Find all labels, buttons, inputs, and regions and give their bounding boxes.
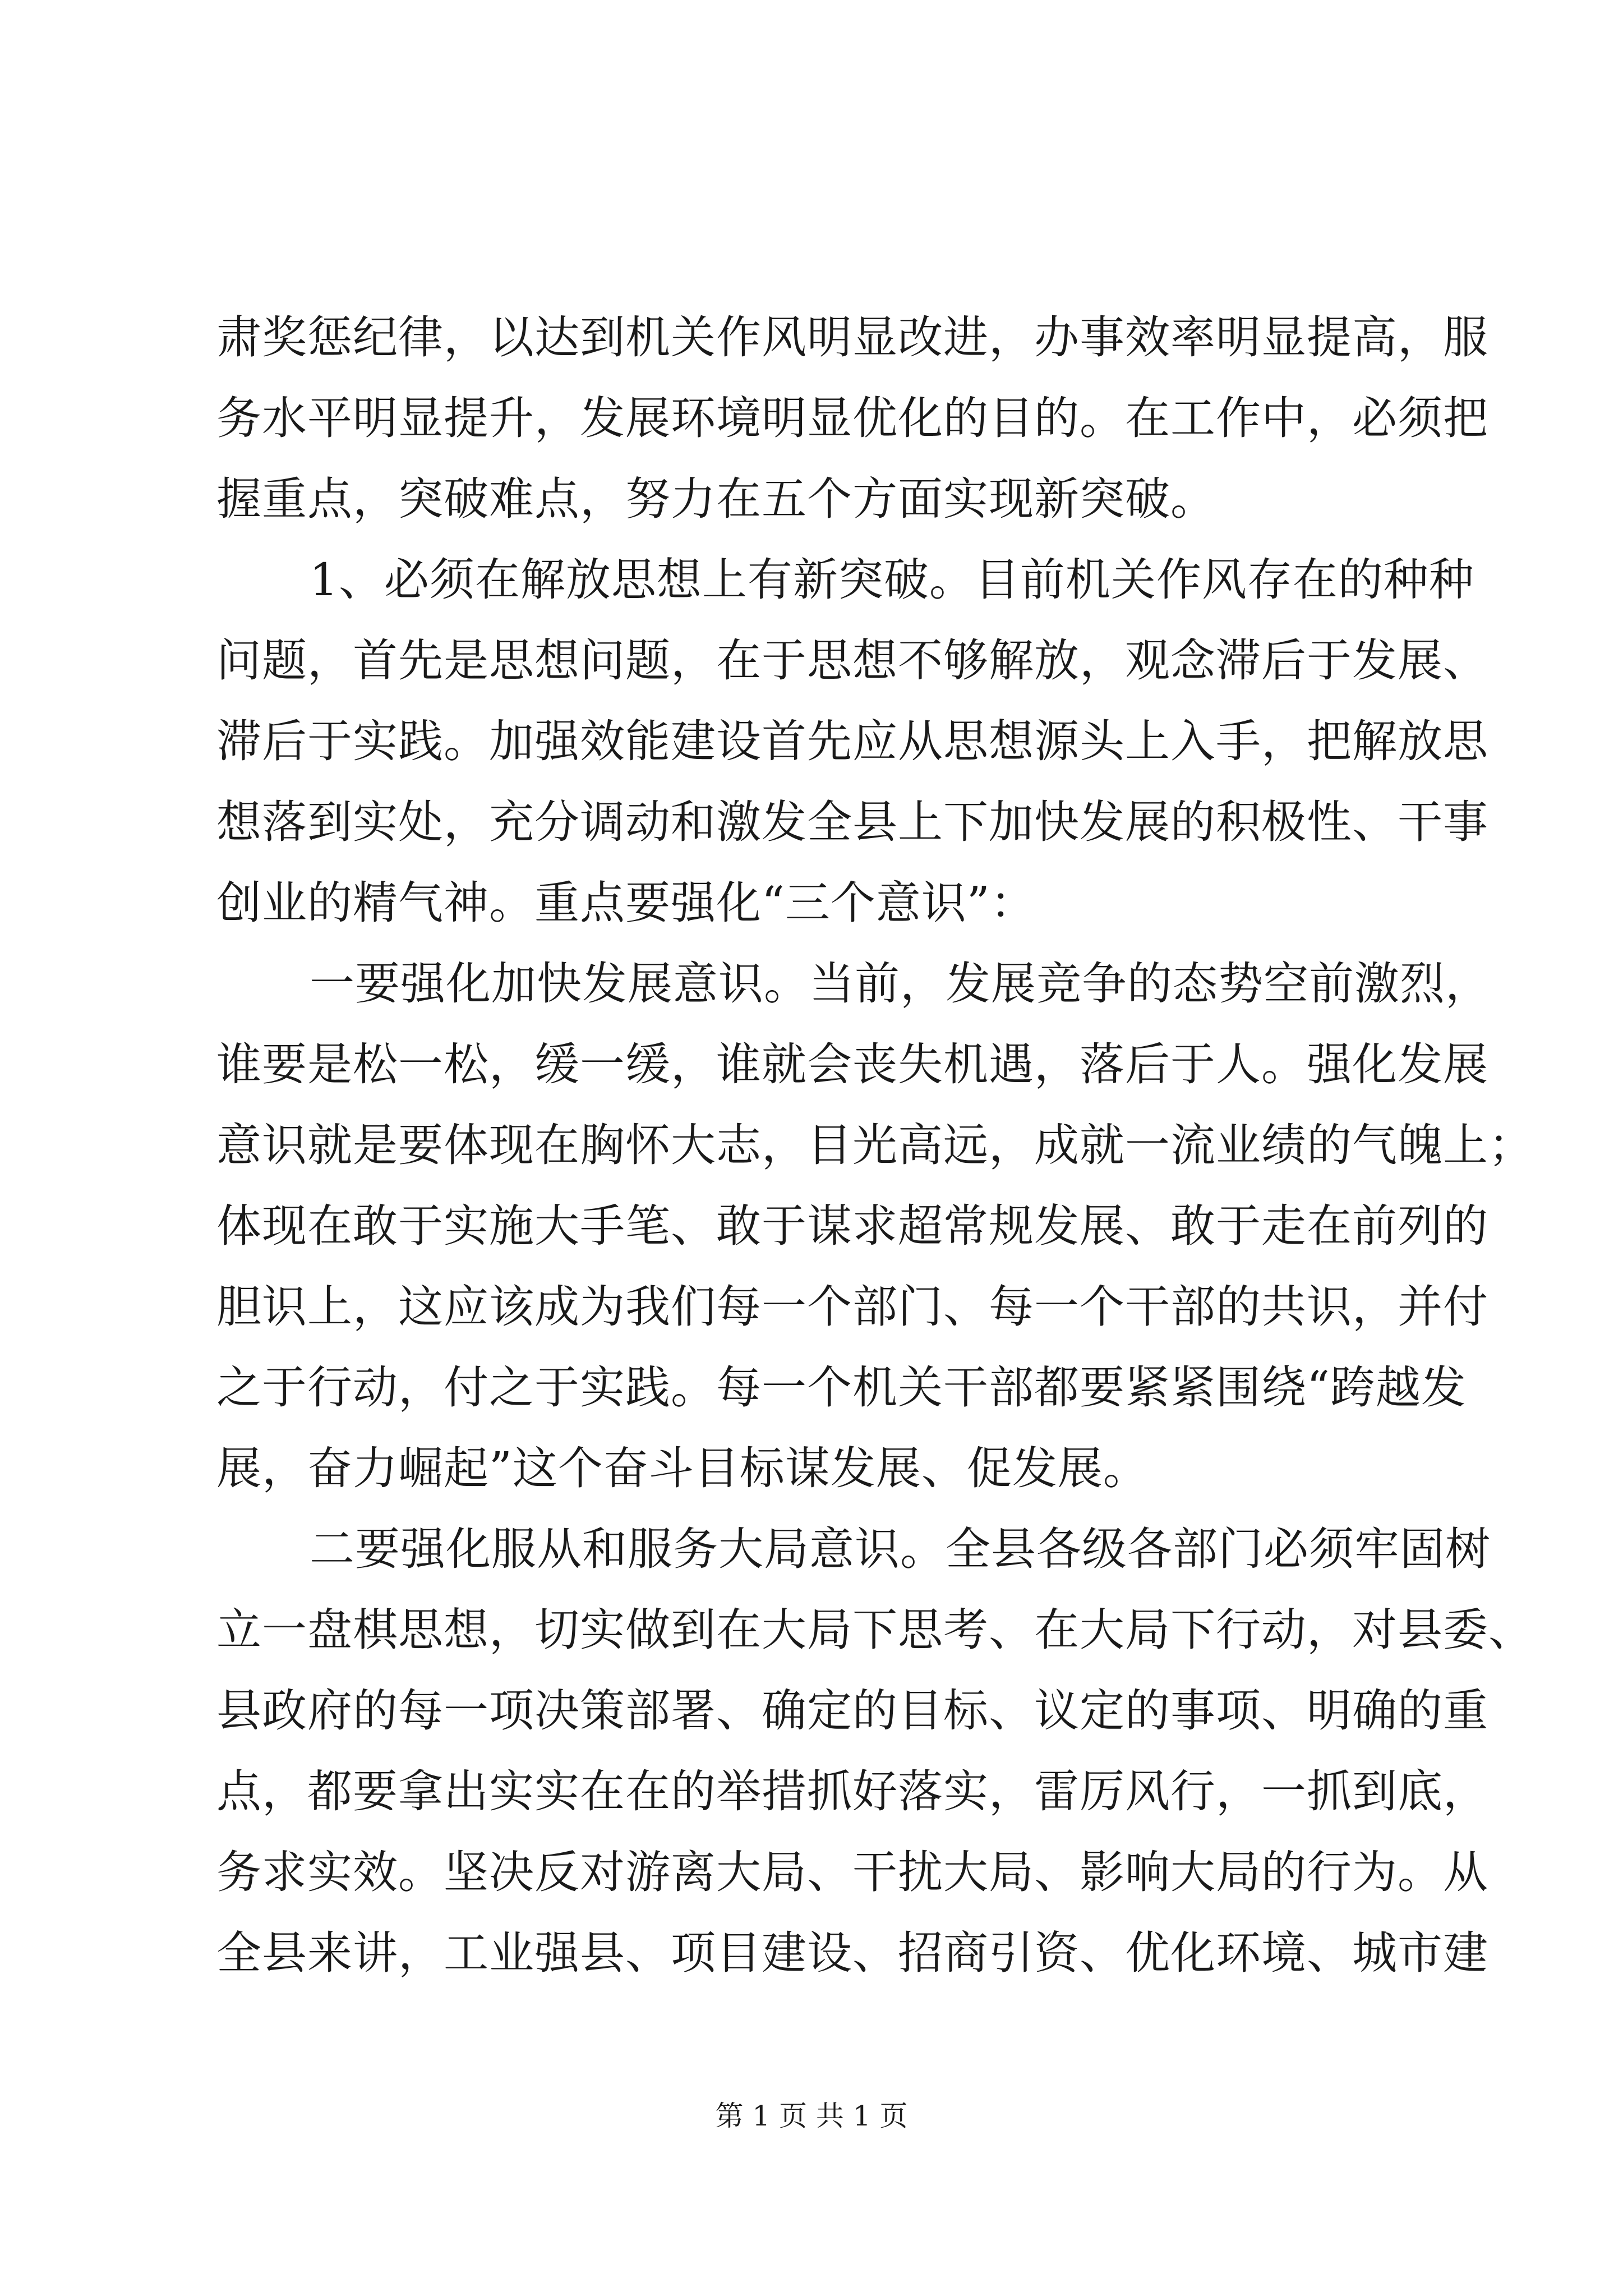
paragraph-first-line: 一要强化加快发展意识。当前，发展竞争的态势空前激烈， xyxy=(310,958,1491,1010)
text-line: 想落到实处，充分调动和激发全县上下加快发展的积极性、干事 xyxy=(216,796,1488,848)
text-line: 创业的精气神。重点要强化“三个意识”： xyxy=(216,877,1036,929)
text-line: 务水平明显提升，发展环境明显优化的目的。在工作中，必须把 xyxy=(216,392,1488,444)
text-line: 务求实效。坚决反对游离大局、干扰大局、影响大局的行为。从 xyxy=(216,1846,1488,1898)
text-line: 谁要是松一松，缓一缓，谁就会丧失机遇，落后于人。强化发展 xyxy=(216,1038,1488,1091)
paragraph-first-line: 二要强化服从和服务大局意识。全县各级各部门必须牢固树 xyxy=(310,1523,1491,1575)
document-body xyxy=(216,297,1534,1994)
text-line: 展，奋力崛起”这个奋斗目标谋发展、促发展。 xyxy=(216,1442,1149,1494)
text-line: 体现在敢于实施大手笔、敢于谋求超常规发展、敢于走在前列的 xyxy=(216,1200,1488,1252)
paragraph-first-line: 1、必须在解放思想上有新突破。目前机关作风存在的种种 xyxy=(310,554,1474,606)
text-line: 肃奖惩纪律，以达到机关作风明显改进，办事效率明显提高，服 xyxy=(216,311,1488,364)
text-line: 全县来讲，工业强县、项目建设、招商引资、优化环境、城市建 xyxy=(216,1927,1488,1979)
text-line: 县政府的每一项决策部署、确定的目标、议定的事项、明确的重 xyxy=(216,1685,1488,1737)
page-number-label: 第 1 页 共 1 页 xyxy=(715,2100,908,2132)
text-line: 之于行动，付之于实践。每一个机关干部都要紧紧围绕“跨越发 xyxy=(216,1361,1467,1414)
text-line: 问题，首先是思想问题，在于思想不够解放，观念滞后于发展、 xyxy=(216,634,1488,687)
text-line: 立一盘棋思想，切实做到在大局下思考、在大局下行动，对县委、 xyxy=(216,1604,1534,1656)
text-line: 滞后于实践。加强效能建设首先应从思想源头上入手，把解放思 xyxy=(216,715,1488,767)
text-line: 胆识上，这应该成为我们每一个部门、每一个干部的共识，并付 xyxy=(216,1281,1488,1333)
text-line: 握重点，突破难点，努力在五个方面实现新突破。 xyxy=(216,473,1216,525)
page-footer xyxy=(0,2099,1623,2133)
text-line: 点，都要拿出实实在在的举措抓好落实，雷厉风行，一抓到底， xyxy=(216,1765,1488,1818)
text-line: 意识就是要体现在胸怀大志，目光高远，成就一流业绩的气魄上； xyxy=(216,1119,1534,1171)
